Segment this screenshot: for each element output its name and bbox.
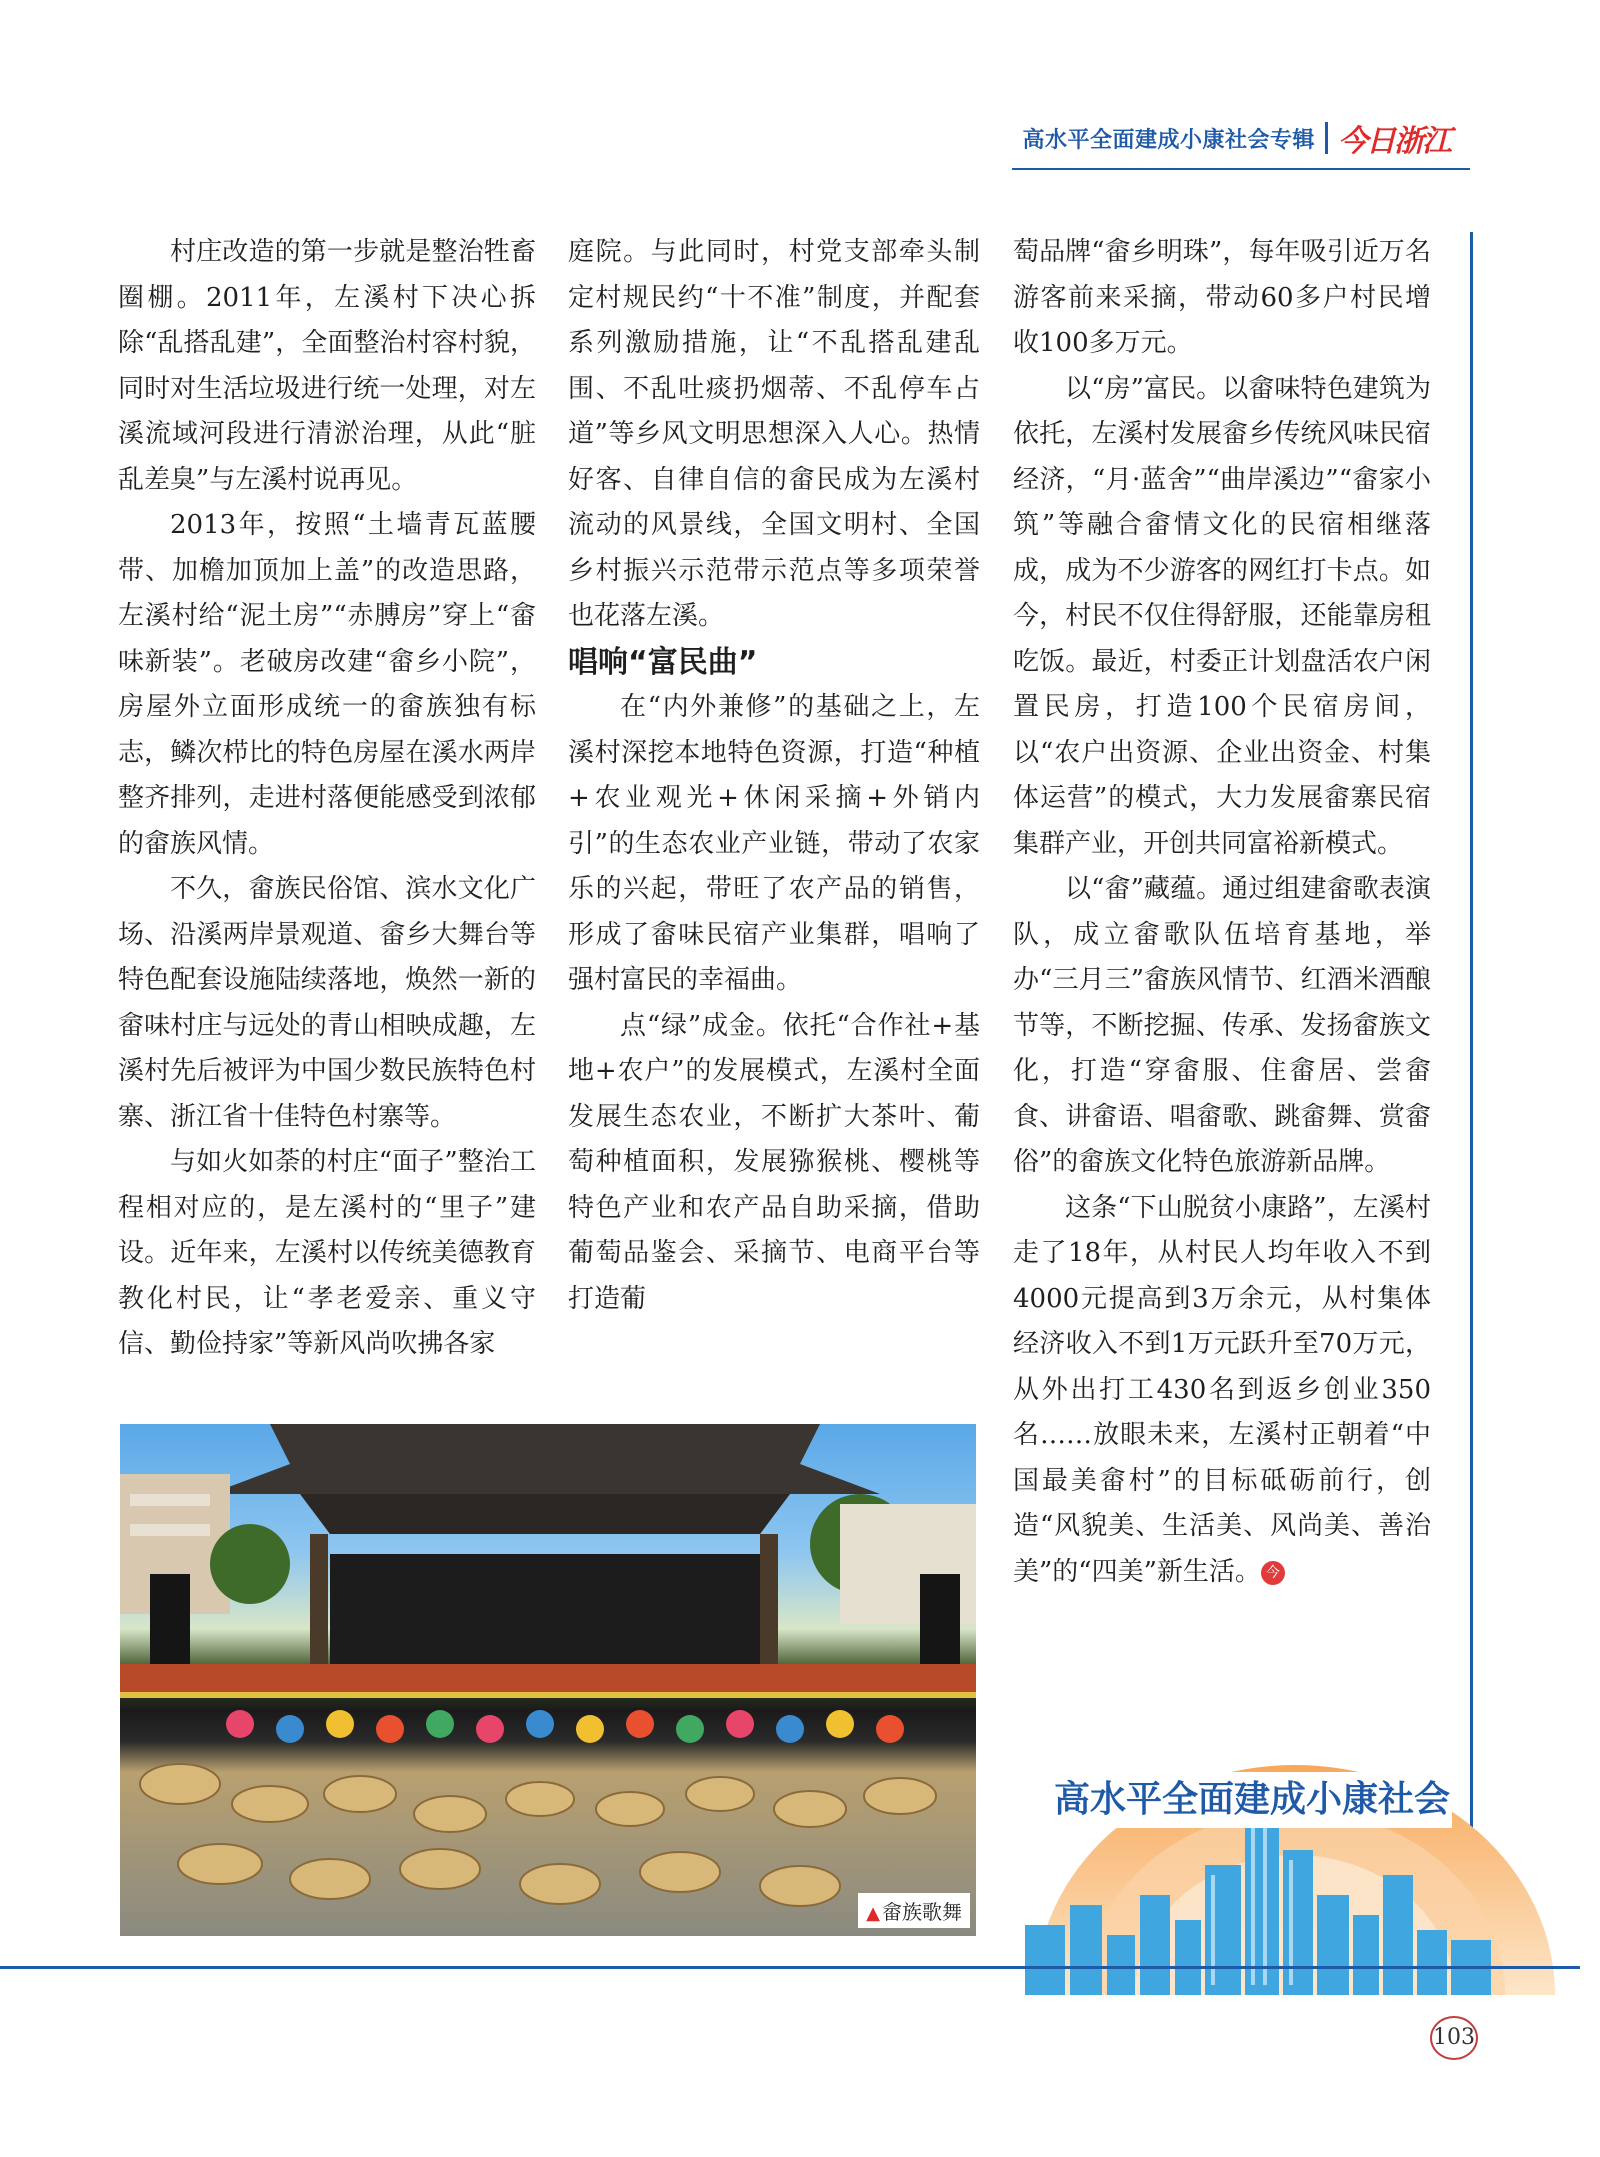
paragraph: 萄品牌“畲乡明珠”，每年吸引近万名游客前来采摘，带动60多户村民增收100多万元。 <box>1013 237 1431 358</box>
column-rule <box>1470 232 1473 1860</box>
paragraph: 庭院。与此同时，村党支部牵头制定村规民约“十不准”制度，并配套系列激励措施，让“不乱搭乱建乱围、不乱吐痰扔烟蒂、不乱停车占道”等乡风文明思想深入人心。热情好客、自律自信的畲民成为左溪村流动的风景线，全国文明村、全国乡村振兴示范带示范点等多项荣誉也花落左溪。 <box>568 237 980 631</box>
paragraph-text: 这条“下山脱贫小康路”，左溪村走了18年，从村民人均年收入不到4000元提高到3万余元，从村集体经济收入不到1万元跃升至70万元，从外出打工430名到返乡创业350名……放眼未来，左溪村正朝着“中国最美畲村”的目标砥砺前行，创造“风貌美、生活美、风尚美、善治美”的“四美”新生活。 <box>1013 1192 1431 1587</box>
magazine-logo: 今日浙江 <box>1338 124 1450 159</box>
paragraph: 不久，畲族民俗馆、滨水文化广场、沿溪两岸景观道、畲乡大舞台等特色配套设施陆续落地，焕然一新的畲味村庄与远处的青山相映成趣，左溪村先后被评为中国少数民族特色村寨、浙江省十佳特色村寨等。 <box>118 874 536 1132</box>
header-separator <box>1325 122 1328 154</box>
banner-title: 高水平全面建成小康社会 <box>1052 1772 1452 1828</box>
paragraph: 点“绿”成金。依托“合作社+基地+农户”的发展模式，左溪村全面发展生态农业，不断扩大茶叶、葡萄种植面积，发展猕猴桃、樱桃等特色产业和农产品自助采摘，借助葡萄品鉴会、采摘节、电商平台等打造葡 <box>568 1010 980 1314</box>
paragraph <box>1013 1186 1431 1596</box>
page-number: 103 <box>1430 2016 1478 2060</box>
article-column-1 <box>118 230 536 1368</box>
photo-caption-text: 畲族歌舞 <box>882 1900 962 1924</box>
article-photo <box>120 1424 976 1936</box>
bottom-rule <box>0 1966 1580 1969</box>
photo-illustration <box>120 1424 976 1936</box>
header-rule <box>1012 168 1470 170</box>
paragraph: 2013年，按照“土墙青瓦蓝腰带、加檐加顶加上盖”的改造思路，左溪村给“泥土房”“赤膊房”穿上“畲味新装”。老破房改建“畲乡小院”，房屋外立面形成统一的畲族独有标志，鳞次栉比的特色房屋在溪水两岸整齐排列，走进村落便能感受到浓郁的畲族风情。 <box>118 510 536 859</box>
paragraph: 以“房”富民。以畲味特色建筑为依托，左溪村发展畲乡传统风味民宿经济，“月·蓝舍”“曲岸溪边”“畲家小筑”等融合畲情文化的民宿相继落成，成为不少游客的网红打卡点。如今，村民不仅住得舒服，还能靠房租吃饭。最近，村委正计划盘活农户闲置民房，打造100个民宿房间，以“农户出资源、企业出资金、村集体运营”的模式，大力发展畲寨民宿集群产业，开创共同富裕新模式。 <box>1013 373 1431 859</box>
photo-caption <box>858 1893 970 1928</box>
header-title: 高水平全面建成小康社会专辑 <box>1022 127 1315 153</box>
end-mark-icon: 今 <box>1261 1561 1285 1585</box>
paragraph: 村庄改造的第一步就是整治牲畜圈棚。2011年，左溪村下决心拆除“乱搭乱建”，全面整治村容村貌，同时对生活垃圾进行统一处理，对左溪流域河段进行清淤治理，从此“脏乱差臭”与左溪村说再见。 <box>118 237 536 495</box>
article-column-2 <box>568 230 980 1322</box>
article-column-3 <box>1013 230 1431 1595</box>
paragraph: 以“畲”藏蕴。通过组建畲歌表演队，成立畲歌队伍培育基地，举办“三月三”畲族风情节、红酒米酒酿节等，不断挖掘、传承、发扬畲族文化，打造“穿畲服、住畲居、尝畲食、讲畲语、唱畲歌、跳畲舞、赏畲俗”的畲族文化特色旅游新品牌。 <box>1013 874 1431 1177</box>
section-heading: 唱响“富民曲” <box>568 644 758 680</box>
page-header <box>1010 118 1450 158</box>
paragraph: 在“内外兼修”的基础之上，左溪村深挖本地特色资源，打造“种植+农业观光+休闲采摘+外销内引”的生态农业产业链，带动了农家乐的兴起，带旺了农产品的销售，形成了畲味民宿产业集群，唱响了强村富民的幸福曲。 <box>568 692 980 995</box>
paragraph: 与如火如荼的村庄“面子”整治工程相对应的，是左溪村的“里子”建设。近年来，左溪村以传统美德教育教化村民，让“孝老爱亲、重义守信、勤俭持家”等新风尚吹拂各家 <box>118 1147 536 1359</box>
triangle-icon: ▲ <box>866 1903 880 1924</box>
